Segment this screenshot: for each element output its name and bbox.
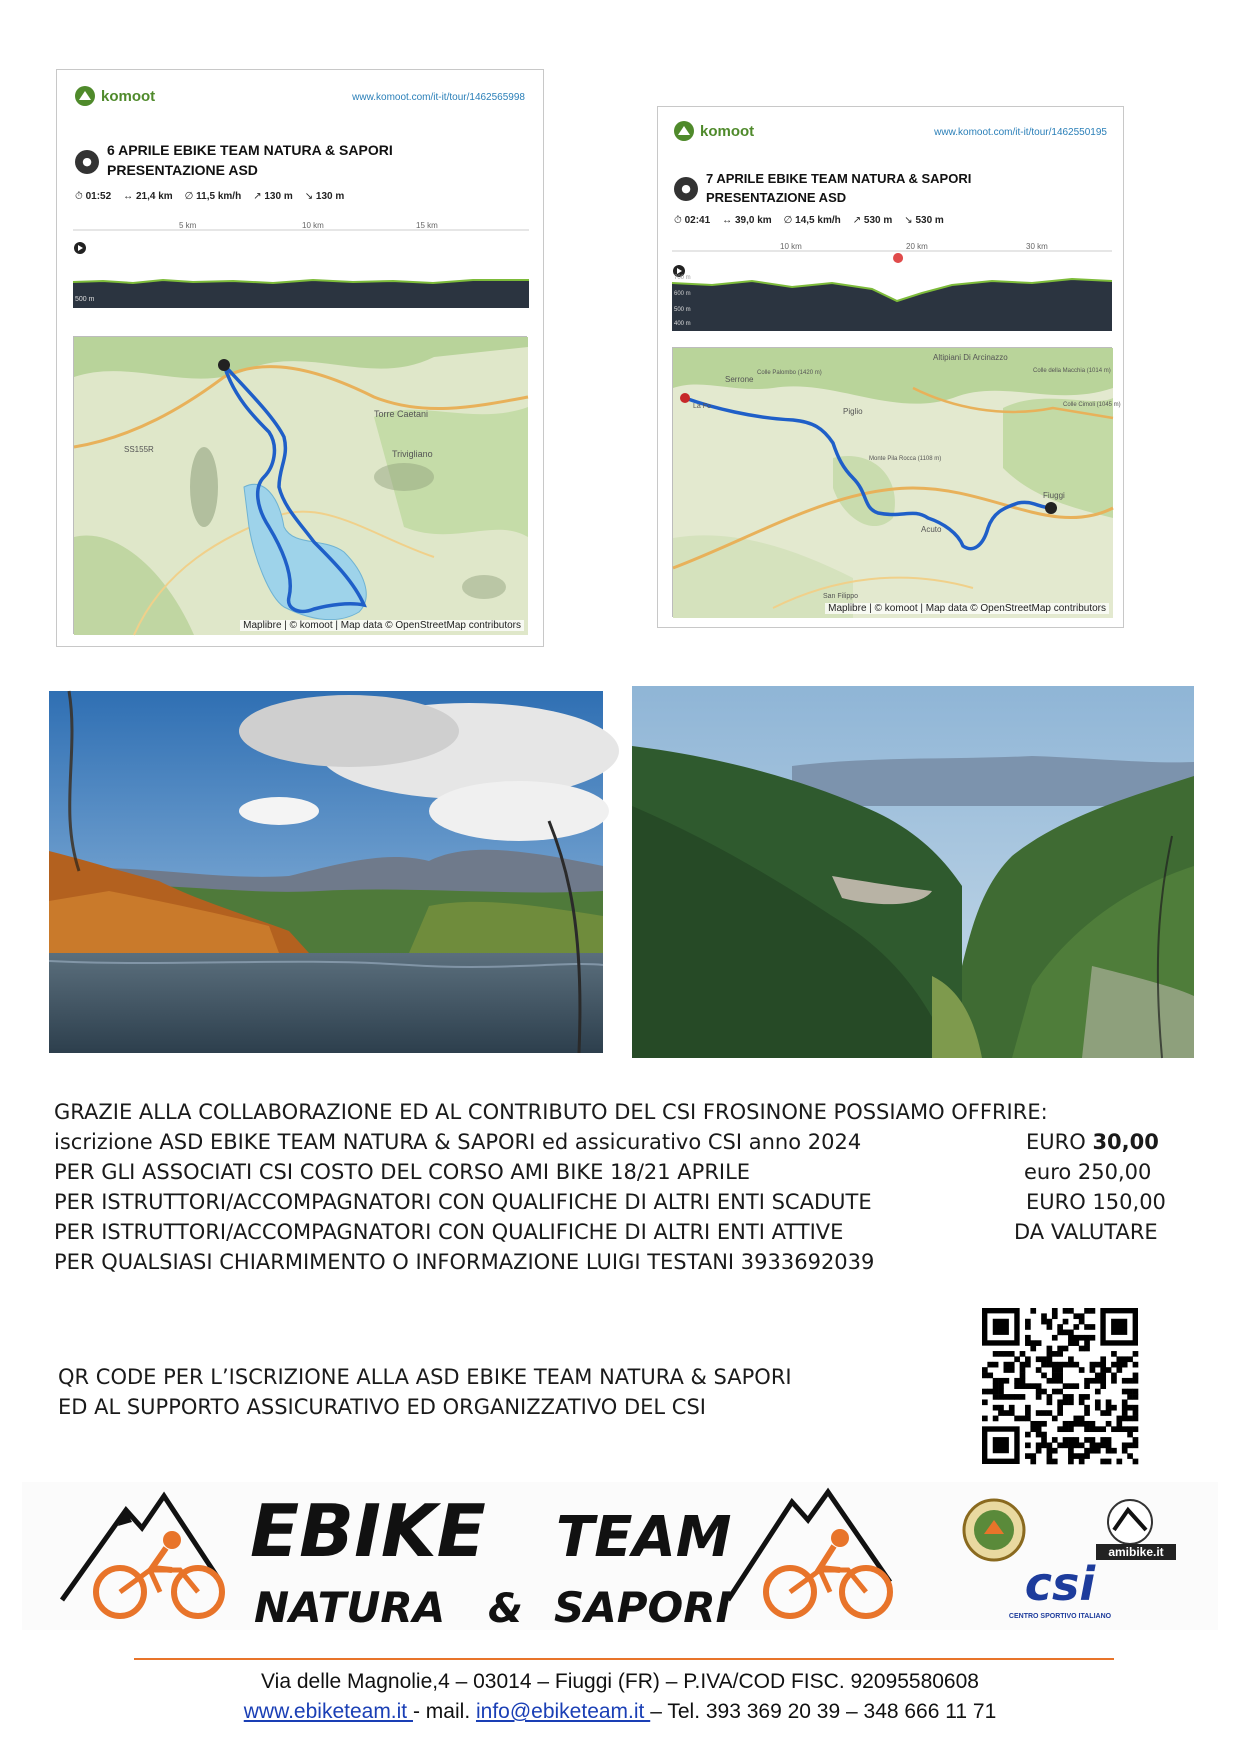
info-heading: GRAZIE ALLA COLLABORAZIONE ED AL CONTRIBUTO DEL CSI FROSINONE POSSIAMO OFFRIRE: <box>54 1100 1048 1124</box>
map-label-acuto: Acuto <box>921 525 942 534</box>
qr-caption-line2: ED AL SUPPORTO ASSICURATIVO ED ORGANIZZATIVO DEL CSI <box>58 1395 706 1419</box>
bike-icon: ● <box>75 150 99 174</box>
route-title-line1: 6 APRILE EBIKE TEAM NATURA & SAPORI <box>107 142 393 158</box>
map-label-san-filippo: San Filippo <box>823 593 859 600</box>
map-label-fiuggi: Fiuggi <box>1043 491 1065 500</box>
komoot-logo <box>75 86 155 106</box>
axis-label-5km: 5 km <box>179 221 197 230</box>
csi-mark: csi <box>1024 1557 1096 1611</box>
row-label: iscrizione ASD EBIKE TEAM NATURA & SAPORI ed assicurativo CSI anno 2024 <box>54 1130 862 1154</box>
komoot-icon <box>674 121 694 141</box>
route-stats <box>674 215 944 226</box>
speed-stat: ∅ 14,5 km/h <box>783 215 841 226</box>
info-row-active <box>54 1217 1174 1247</box>
route-title <box>706 169 971 207</box>
price-prefix: EURO <box>1026 1130 1093 1154</box>
csi-sub: CENTRO SPORTIVO ITALIANO <box>1008 1613 1112 1620</box>
club-badge-icon <box>964 1500 1024 1560</box>
tour-url[interactable]: www.komoot.com/it-it/tour/1462550195 <box>934 127 1107 138</box>
route-stats <box>75 191 344 202</box>
speed-value: 14,5 km/h <box>795 215 841 226</box>
axis-label-15km: 15 km <box>416 221 438 230</box>
map-label-road: SS155R <box>124 445 154 454</box>
map-attribution: Maplibre | © komoot | Map data © OpenStreetMap contributors <box>825 603 1109 614</box>
brand-amp: & <box>488 1586 523 1632</box>
mail-label: - mail. <box>412 1700 476 1723</box>
route-map-2[interactable] <box>672 347 1121 617</box>
amibike-label: amibike.it <box>1108 1545 1164 1559</box>
duration-stat: ⏱ 02:41 <box>674 215 711 226</box>
map-label-trivigliano: Trivigliano <box>392 449 433 459</box>
elev-label-700: 700 m <box>674 275 691 281</box>
descent-value: 530 m <box>915 215 944 226</box>
speed-stat: ∅ 11,5 km/h <box>184 191 242 202</box>
map-label-lafo: La Fo <box>693 403 711 410</box>
price-bold: 30,00 <box>1092 1130 1159 1154</box>
ascent-value: 530 m <box>863 215 893 226</box>
route-map-1[interactable] <box>73 336 527 634</box>
qr-code[interactable] <box>982 1308 1138 1464</box>
distance-value: 39,0 km <box>734 215 772 226</box>
map-label-piglio: Piglio <box>843 407 863 416</box>
axis-label-10km: 10 km <box>302 221 324 230</box>
row-price <box>1026 1127 1159 1157</box>
footer-divider <box>134 1658 1114 1660</box>
location-pin-icon <box>893 253 903 263</box>
ebike-team-logo <box>22 1482 1218 1630</box>
ascent-value: 130 m <box>264 191 293 202</box>
descent-value: 130 m <box>315 191 345 202</box>
phone-numbers: – Tel. 393 369 20 39 – 348 666 11 71 <box>650 1700 997 1723</box>
valley-photo-image <box>632 686 1194 1058</box>
lake-photo <box>49 691 603 1053</box>
axis-label-30km: 30 km <box>1026 242 1048 251</box>
map-label-altipiani: Altipiani Di Arcinazzo <box>933 353 1008 362</box>
valley-photo <box>632 686 1194 1058</box>
row-label: PER GLI ASSOCIATI CSI COSTO DEL CORSO AMI BIKE 18/21 APRILE <box>54 1160 751 1184</box>
elev-label: 500 m <box>75 296 95 303</box>
info-row-course <box>54 1157 1174 1187</box>
map-label-colle-cimoli: Colle Cimoli (1045 m) <box>1063 402 1121 408</box>
duration-stat: ⏱ 01:52 <box>75 191 112 202</box>
ascent-stat: ↗ 130 m <box>253 191 293 202</box>
komoot-icon <box>75 86 95 106</box>
distance-stat: ↔ 39,0 km <box>722 215 772 226</box>
row-label: PER ISTRUTTORI/ACCOMPAGNATORI CON QUALIFICHE DI ALTRI ENTI SCADUTE <box>54 1190 872 1214</box>
descent-stat: ↘ 130 m <box>304 191 345 202</box>
map-label-colle-palombo: Colle Palombo (1420 m) <box>757 370 822 376</box>
brand-word-ebike: EBIKE <box>250 1489 486 1573</box>
descent-stat: ↘ 530 m <box>904 215 944 226</box>
route-title-line2: PRESENTAZIONE ASD <box>706 190 847 205</box>
map-label-colle-macchia: Colle della Macchia (1014 m) <box>1033 368 1111 374</box>
map-label-monte-pila: Monte Pila Rocca (1108 m) <box>869 456 942 462</box>
route-card-2 <box>657 106 1124 628</box>
route-title-line2: PRESENTAZIONE ASD <box>107 162 258 178</box>
komoot-brand: komoot <box>101 87 156 105</box>
route-title <box>107 140 393 180</box>
email-link[interactable]: info@ebiketeam.it <box>475 1700 651 1723</box>
komoot-logo <box>674 121 754 141</box>
elev-label-400: 400 m <box>674 321 691 327</box>
bike-icon: ● <box>674 177 698 201</box>
route-card-1 <box>56 69 544 647</box>
website-link[interactable]: www.ebiketeam.it <box>243 1700 413 1723</box>
elevation-profile <box>73 218 529 308</box>
elevation-profile <box>672 239 1112 331</box>
row-price: euro 250,00 <box>1024 1160 1152 1184</box>
info-row-expired <box>54 1187 1174 1217</box>
info-contact: PER QUALSIASI CHIARMIMENTO O INFORMAZIONE LUIGI TESTANI 3933692039 <box>54 1250 875 1274</box>
axis-label-20km: 20 km <box>906 242 928 251</box>
elev-label-500: 500 m <box>674 307 691 313</box>
duration-value: 02:41 <box>684 215 711 226</box>
map-label-serrone: Serrone <box>725 375 754 384</box>
info-row-membership <box>54 1127 1174 1157</box>
row-price: DA VALUTARE <box>1014 1220 1158 1244</box>
brand-word-natura: NATURA <box>254 1583 446 1632</box>
distance-value: 21,4 km <box>135 191 173 202</box>
qr-caption <box>58 1362 792 1422</box>
tour-url[interactable]: www.komoot.com/it-it/tour/1462565998 <box>352 92 525 103</box>
route-title-line1: 7 APRILE EBIKE TEAM NATURA & SAPORI <box>706 171 972 186</box>
map-label-torre: Torre Caetani <box>374 409 429 419</box>
distance-stat: ↔ 21,4 km <box>123 191 173 202</box>
lake-photo-image <box>49 691 603 1053</box>
axis-label-10km: 10 km <box>780 242 802 251</box>
elev-label-600: 600 m <box>674 291 691 297</box>
footer-address: Via delle Magnolie,4 – 03014 – Fiuggi (FR) – P.IVA/COD FISC. 92095580608 <box>261 1670 979 1693</box>
map-canvas <box>673 348 1121 618</box>
map-canvas <box>74 337 528 635</box>
brand-word-sapori: SAPORI <box>554 1583 732 1632</box>
qr-caption-line1: QR CODE PER L’ISCRIZIONE ALLA ASD EBIKE TEAM NATURA & SAPORI <box>58 1365 792 1389</box>
duration-value: 01:52 <box>85 191 112 202</box>
ascent-stat: ↗ 530 m <box>852 215 893 226</box>
speed-value: 11,5 km/h <box>196 191 242 202</box>
map-attribution: Maplibre | © komoot | Map data © OpenStreetMap contributors <box>240 620 524 631</box>
row-price: EURO 150,00 <box>1026 1190 1166 1214</box>
komoot-brand: komoot <box>700 122 755 140</box>
brand-word-team: TEAM <box>556 1505 732 1570</box>
info-section <box>54 1097 1174 1277</box>
footer-contacts <box>0 1700 1240 1724</box>
row-label: PER ISTRUTTORI/ACCOMPAGNATORI CON QUALIFICHE DI ALTRI ENTI ATTIVE <box>54 1220 844 1244</box>
